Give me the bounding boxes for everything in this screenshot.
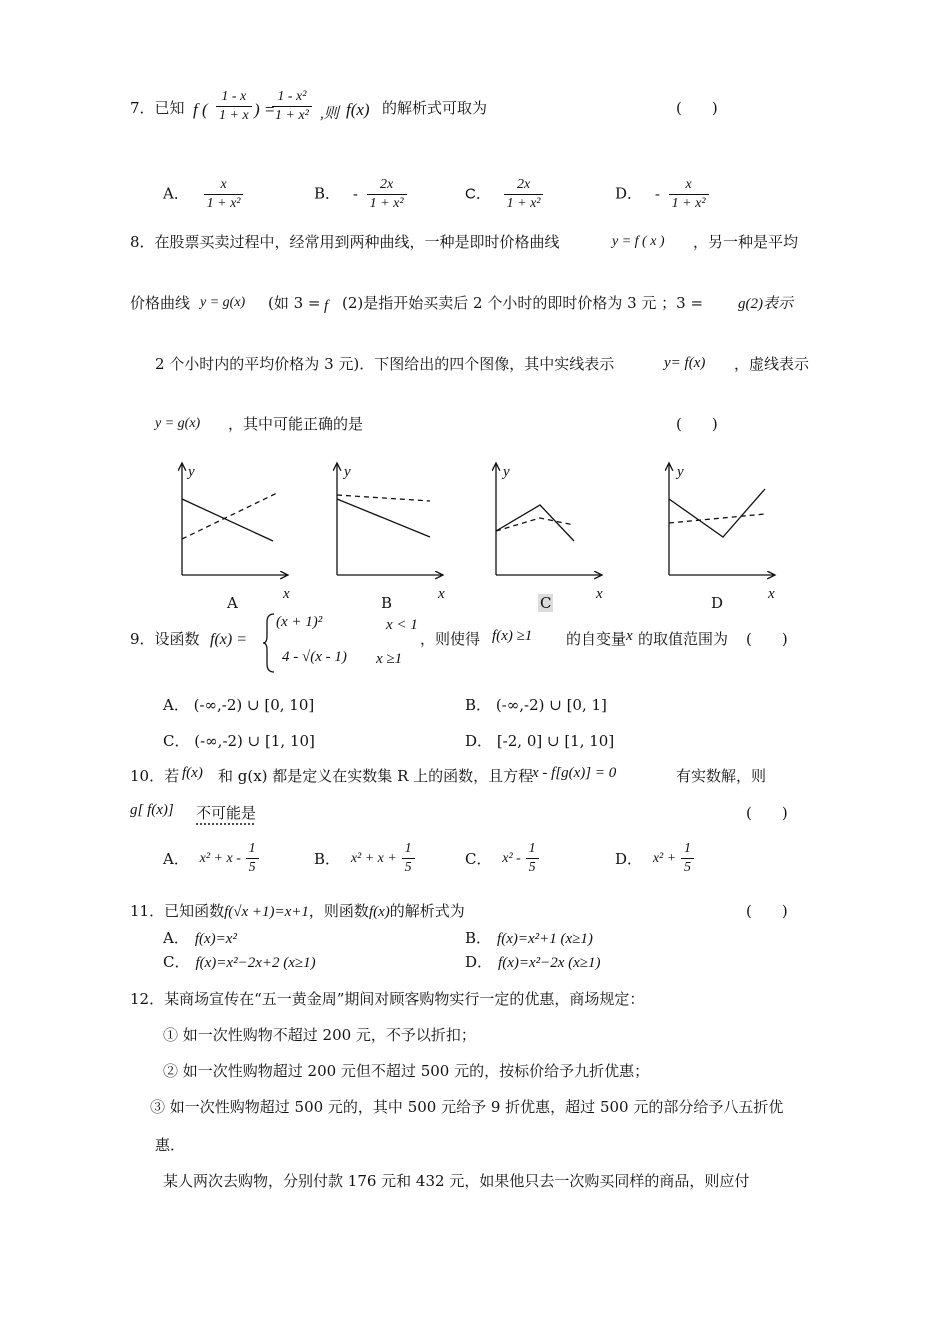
q11-opt-b[interactable] <box>465 927 593 948</box>
q10-a: 10．若 <box>130 767 180 785</box>
q9-paren: ( ) <box>746 630 788 648</box>
q10-opt-b-label: B． <box>314 850 341 868</box>
q9-opt-b[interactable] <box>465 694 607 715</box>
q7-tail: 的解析式可取为 <box>382 99 488 117</box>
q7-opt-d-num: x <box>669 176 709 195</box>
graph-a-label: A <box>227 594 238 612</box>
q10-opt-b-poly: x² + x + <box>350 850 397 866</box>
q10-opt-b[interactable] <box>314 840 415 877</box>
q8-line3-b: ，虚线表示 <box>734 355 810 373</box>
q9-opt-a-label: A． <box>163 696 189 714</box>
q7-opt-d-label: D． <box>615 184 643 203</box>
q9-case1: (x + 1)² <box>276 614 323 630</box>
q8-graphs <box>160 455 800 615</box>
q7-rhs-den: 1 + x² <box>275 108 309 123</box>
graph-d-label: D <box>711 594 724 612</box>
q10-opt-a[interactable] <box>163 840 259 877</box>
q12-rule3b: 惠． <box>155 1136 186 1154</box>
q7-opt-d-den: 1 + x² <box>671 196 706 211</box>
graph-c-solid <box>496 505 574 541</box>
q8-line2-c: (2)是指开始买卖后 2 个小时的即时价格为 3 元 ；3 = <box>342 294 704 312</box>
q10-gfx: g[ f(x)] <box>130 802 174 818</box>
q7-opt-c-den: 1 + x² <box>506 196 541 211</box>
q9-cond1: x < 1 <box>386 617 418 633</box>
q7-f-open: f ( <box>193 100 208 119</box>
graph-d-solid <box>669 489 765 537</box>
q10-opt-d-poly: x² + <box>652 850 677 866</box>
q8-line4-b: ，其中可能正确的是 <box>228 415 364 433</box>
q10-opt-a-num: 1 <box>246 840 259 859</box>
q11-opt-a[interactable] <box>163 927 237 948</box>
graph-b <box>337 463 443 575</box>
q7-opt-a-label: A． <box>163 184 189 203</box>
q10-opt-d-den: 5 <box>683 860 691 875</box>
q7-opt-b[interactable] <box>314 176 407 213</box>
q8-y-eq-g: y = g(x) <box>200 295 246 310</box>
q11-opt-d-label: D． <box>465 953 493 971</box>
q11-opt-d[interactable] <box>465 951 601 972</box>
q10-c: 有实数解，则 <box>676 767 767 785</box>
graph-b-x-label: x <box>438 586 445 602</box>
q7-rhs-frac <box>272 88 312 125</box>
q8-y-eq-f: y = f ( x ) <box>612 234 665 249</box>
q7-opt-c-label: C． <box>465 185 491 203</box>
q9-tail3: 的取值范围为 <box>638 630 729 648</box>
q9-number: 9．设函数 <box>130 630 200 648</box>
q12-rule2: ② 如一次性购物超过 200 元但不超过 500 元的，按标价给予九折优惠； <box>163 1062 650 1080</box>
q10-opt-a-den: 5 <box>248 860 256 875</box>
q9-opt-d-text: [-2, 0] ∪ [1, 10] <box>496 732 615 750</box>
q9-opt-a-text: (-∞,-2) ∪ [0, 10] <box>193 696 315 714</box>
q7-paren: ( ) <box>676 99 718 117</box>
graph-d <box>669 463 775 575</box>
q7-fx: f(x) <box>346 100 370 119</box>
q10-b: 和 g(x) 都是定义在实数集 R 上的函数，且方程 <box>218 767 534 785</box>
q8-line2-b: (如 3 = <box>268 294 321 312</box>
q11-text-b: f(√x +1)=x+1 <box>224 904 309 920</box>
q7-opt-b-den: 1 + x² <box>369 196 404 211</box>
q8-line4-y: y = g(x) <box>155 416 201 431</box>
graph-c-label: C <box>540 594 552 612</box>
q7-opt-c[interactable] <box>465 176 543 213</box>
q9-fcond: f(x) ≥1 <box>492 628 533 644</box>
graph-c-y-label: y <box>503 464 510 480</box>
graph-d-x-label: x <box>768 586 775 602</box>
q11-opt-d-text: f(x)=x²−2x (x≥1) <box>498 955 601 971</box>
q8-line3-a: 2 个小时内的平均价格为 3 元)．下图给出的四个图像，其中实线表示 <box>155 355 615 373</box>
q8-y-eq-fx: y= f(x) <box>664 355 706 371</box>
q9-opt-b-label: B． <box>465 696 492 714</box>
q7-then: ,则 <box>320 106 339 122</box>
q7-rhs-num: 1 - x² <box>272 88 312 107</box>
q9-case2: 4 - √(x - 1) <box>282 649 347 665</box>
q10-opt-a-label: A． <box>163 850 189 868</box>
q11-text-d: f(x) <box>368 904 390 920</box>
q7-number: 7．已知 <box>130 99 185 117</box>
q10-opt-c-label: C． <box>465 850 492 868</box>
q9-tail: ，则使得 <box>420 630 481 648</box>
graph-b-solid <box>337 499 430 537</box>
q11-paren: ( ) <box>746 902 788 920</box>
q9-tail2: 的自变量 <box>566 630 627 648</box>
graph-b-label: B <box>381 594 393 612</box>
q11-text-a: 11．已知函数 <box>130 902 225 920</box>
q10-opt-d[interactable] <box>615 840 694 877</box>
q11-opt-a-label: A． <box>163 929 189 947</box>
q11-line <box>130 900 465 921</box>
q9-opt-b-text: (-∞,-2) ∪ [0, 1] <box>495 696 607 714</box>
graph-b-y-label: y <box>344 464 351 480</box>
graph-d-y-label: y <box>677 464 684 480</box>
q8-paren: ( ) <box>676 415 718 433</box>
q9-opt-c[interactable] <box>163 730 315 751</box>
q10-opt-c-den: 5 <box>528 860 536 875</box>
q11-text-c: ，则函数 <box>308 902 369 920</box>
q9-cond2: x ≥1 <box>376 651 403 667</box>
q10-opt-d-label: D． <box>615 850 643 868</box>
q11-opt-b-text: f(x)=x²+1 (x≥1) <box>497 931 593 947</box>
q7-opt-c-num: 2x <box>504 176 544 195</box>
q7-lhs-num: 1 - x <box>216 88 252 107</box>
q10-opt-c-num: 1 <box>526 840 539 859</box>
graph-a-dashed <box>182 493 277 539</box>
graph-d-dashed <box>669 514 765 523</box>
q7-opt-b-sign: - <box>352 184 358 203</box>
q12-rule1: ① 如一次性购物不超过 200 元，不予以折扣； <box>163 1026 476 1044</box>
q9-opt-c-text: (-∞,-2) ∪ [1, 10] <box>194 732 315 750</box>
q10-d: 不可能是 <box>196 804 257 822</box>
q10-opt-c[interactable] <box>465 840 539 877</box>
q7-eq: ) = <box>254 100 276 119</box>
q12-rule3a: ③ 如一次性购物超过 500 元的，其中 500 元给予 9 折优惠，超过 500 元的部分给予八五折优 <box>150 1098 784 1116</box>
q9-opt-c-label: C． <box>163 732 190 750</box>
q10-opt-d-num: 1 <box>681 840 694 859</box>
q12-line1: 12．某商场宣传在“五一黄金周”期间对顾客购物实行一定的优惠，商场规定： <box>130 990 645 1008</box>
q9-opt-a[interactable] <box>163 694 314 715</box>
graph-b-dashed <box>337 495 430 501</box>
q11-opt-b-label: B． <box>465 929 492 947</box>
q7-lhs-frac <box>216 88 252 125</box>
q8-line1-tail: ，另一种是平均 <box>693 233 799 251</box>
q8-f2: f <box>324 298 329 314</box>
q10-fx: f(x) <box>182 765 203 781</box>
q7-opt-b-label: B． <box>314 184 341 203</box>
q8-g2: g(2)表示 <box>738 296 793 312</box>
q9-opt-d-label: D． <box>465 732 493 750</box>
q11-opt-a-text: f(x)=x² <box>194 931 237 947</box>
q7-opt-d[interactable] <box>615 176 709 213</box>
q11-opt-c-text: f(x)=x²−2x+2 (x≥1) <box>195 955 316 971</box>
graph-a-solid <box>182 499 273 541</box>
q7-opt-d-sign: - <box>654 184 660 203</box>
q10-opt-b-den: 5 <box>404 860 412 875</box>
q10-opt-a-poly: x² + x - <box>199 850 241 866</box>
graph-a <box>182 463 288 575</box>
q7-lhs-den: 1 + x <box>219 108 249 123</box>
graph-c-x-label: x <box>596 586 603 602</box>
q10-eq: x - f[g(x)] = 0 <box>532 765 617 781</box>
q12-last: 某人两次去购物，分别付款 176 元和 432 元，如果他只去一次购买同样的商品，则应付 <box>163 1172 750 1190</box>
q11-text-e: 的解析式为 <box>389 902 465 920</box>
q9-xvar: x <box>626 628 633 644</box>
graph-a-x-label: x <box>283 586 290 602</box>
q10-paren: ( ) <box>746 804 788 822</box>
q8-line1: 8．在股票买卖过程中，经常用到两种曲线，一种是即时价格曲线 <box>130 233 560 251</box>
graph-c <box>496 463 602 575</box>
q7-opt-a[interactable] <box>163 176 243 213</box>
q8-line2-a: 价格曲线 <box>130 294 191 312</box>
q9-fx: f(x) = <box>210 631 247 648</box>
q7-opt-b-num: 2x <box>367 176 407 195</box>
q10-opt-b-num: 1 <box>402 840 415 859</box>
q7-opt-a-den: 1 + x² <box>206 196 241 211</box>
q11-opt-c[interactable] <box>163 951 316 972</box>
q11-opt-c-label: C． <box>163 953 190 971</box>
q9-brace <box>262 612 276 674</box>
q9-opt-d[interactable] <box>465 730 614 751</box>
graph-a-y-label: y <box>188 464 195 480</box>
q7-opt-a-num: x <box>204 176 244 195</box>
q10-opt-c-poly: x² - <box>502 850 521 866</box>
